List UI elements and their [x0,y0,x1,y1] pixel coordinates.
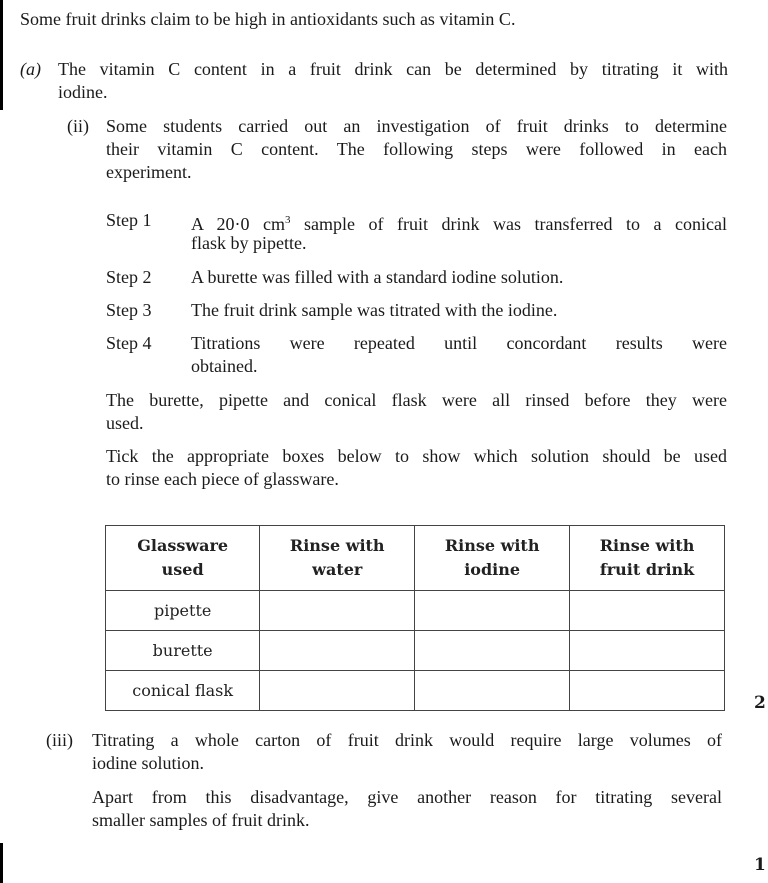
step-1-text-post: sample of fruit drink was transferred to a conical [290,214,727,234]
superscript-3: 3 [285,214,291,226]
tick-instruction-line1: Tick the appropriate boxes below to show which solution should be used [106,446,727,466]
part-ii-label: (ii) [67,116,89,136]
glassware-cell: burette [106,631,260,671]
tick-box-water[interactable] [260,591,415,631]
part-iii-question-line2: smaller samples of fruit drink. [92,810,310,830]
glassware-cell: pipette [106,591,260,631]
step-2-label: Step 2 [106,267,152,287]
tick-box-iodine[interactable] [415,671,570,711]
step-1-label: Step 1 [106,210,152,230]
header-rinse-iodine: Rinse with iodine [415,526,570,591]
intro-text: Some fruit drinks claim to be high in antioxidants such as vitamin C. [20,9,516,29]
header-glassware-used: Glassware used [106,526,260,591]
table-row [106,631,725,671]
step-1-text-pre: A 20·0 cm [191,214,286,234]
tick-instruction-line2: to rinse each piece of glassware. [106,469,339,489]
header-rinse-fruit-drink: Rinse with fruit drink [570,526,725,591]
tick-box-water[interactable] [260,671,415,711]
marks-part-iii: 1 [754,855,766,875]
marks-part-ii: 2 [754,693,766,713]
margin-bar-bottom [0,843,3,883]
part-ii-text-line3: experiment. [106,162,192,182]
glassware-rinse-table [105,525,725,711]
tick-box-fruit-drink[interactable] [570,671,725,711]
part-ii-text-line1: Some students carried out an investigation of fruit drinks to determine [106,116,727,136]
glassware-cell: conical flask [106,671,260,711]
margin-bar-top [0,0,3,110]
part-iii-text-line2: iodine solution. [92,753,204,773]
part-a-text-line1: The vitamin C content in a fruit drink can be determined by titrating it with [58,59,728,79]
table-row [106,591,725,631]
step-2-text: A burette was filled with a standard iodine solution. [191,267,564,287]
step-1-text-line2: flask by pipette. [191,233,307,253]
rinse-text-line2: used. [106,413,144,433]
tick-box-fruit-drink[interactable] [570,631,725,671]
part-ii-text-line2: their vitamin C content. The following steps were followed in each [106,139,727,159]
tick-box-water[interactable] [260,631,415,671]
table-row [106,671,725,711]
tick-box-iodine[interactable] [415,591,570,631]
step-4-text-line2: obtained. [191,356,258,376]
tick-box-fruit-drink[interactable] [570,591,725,631]
step-3-text: The fruit drink sample was titrated with the iodine. [191,300,558,320]
part-a-text-line2: iodine. [58,82,108,102]
part-iii-text-line1: Titrating a whole carton of fruit drink would require large volumes of [92,730,722,750]
step-4-text-line1: Titrations were repeated until concordant results were [191,333,727,353]
part-iii-question-line1: Apart from this disadvantage, give another reason for titrating several [92,787,722,807]
header-rinse-water: Rinse with water [260,526,415,591]
tick-box-iodine[interactable] [415,631,570,671]
rinse-text-line1: The burette, pipette and conical flask were all rinsed before they were [106,390,727,410]
step-4-label: Step 4 [106,333,152,353]
table-header-row [106,526,725,591]
step-3-label: Step 3 [106,300,152,320]
part-a-label: (a) [20,59,41,79]
part-iii-label: (iii) [46,730,73,750]
